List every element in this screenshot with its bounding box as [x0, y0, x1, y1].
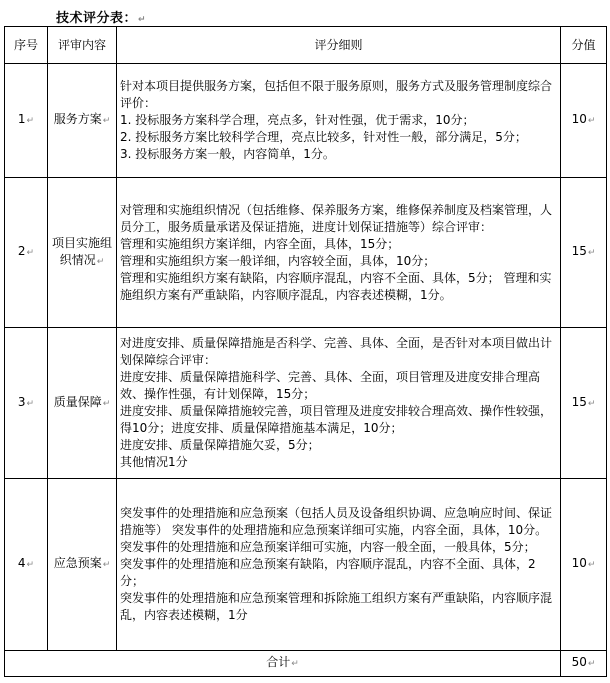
header-detail: 评分细则 [117, 27, 561, 64]
detail-line: 对进度安排、质量保障措施是否科学、完善、具体、全面，是否针对本项目做出计划保障综合评审： [120, 336, 553, 367]
detail-line: 突发事件的处理措施和应急预案有缺陷，内容顺序混乱，内容不全面、具体，2分； [120, 557, 536, 588]
detail-line: 进度安排、质量保障措施科学、完善、具体、全面，项目管理及进度安排合理高效、操作性强，有计划保障，15分； [120, 370, 541, 401]
total-score: 50↵ [561, 651, 607, 677]
detail-line: 突发事件的处理措施和应急预案（包括人员及设备组织协调、应急响应时间、保证措施等） 突发事件的处理措施和应急预案详细可实施，内容全面，具体，10分。 [120, 506, 553, 537]
table-row [5, 479, 607, 651]
detail-line: 突发事件的处理措施和应急预案详细可实施，内容一般全面，一般具体，5分； [120, 540, 536, 554]
row-detail [117, 479, 561, 651]
detail-line: 针对本项目提供服务方案，包括但不限于服务原则，服务方式及服务管理制度综合评价： [120, 79, 553, 110]
detail-line: 2. 投标服务方案比较科学合理，亮点比较多，针对性一般，部分满足，5分； [120, 130, 527, 144]
row-no: 3↵ [5, 328, 48, 479]
row-score: 15↵ [561, 328, 607, 479]
row-score: 15↵ [561, 178, 607, 328]
detail-line: 1. 投标服务方案科学合理，亮点多，针对性强，优于需求，10分； [120, 113, 475, 127]
detail-line: 对管理和实施组织情况（包括维修、保养服务方案，维修保养制度及档案管理，人员分工，服务质量承诺及保证措施，进度计划保证措施等）综合评审： [120, 202, 553, 234]
total-row [5, 651, 607, 677]
row-no: 1↵ [5, 64, 48, 178]
row-no: 2↵ [5, 178, 48, 328]
row-detail [117, 328, 561, 479]
row-score: 10↵ [561, 64, 607, 178]
detail-line: 管理和实施组织方案详细，内容全面，具体，15分； [120, 236, 400, 251]
detail-line: 进度安排、质量保障措施较完善，项目管理及进度安排较合理高效、操作性较强，得10分；进度安排、质量保障措施基本满足，10分； [120, 404, 553, 435]
score-table [4, 26, 607, 677]
header-item: 评审内容 [48, 27, 117, 64]
header-score: 分值 [561, 27, 607, 64]
table-title: 技术评分表：↵ [56, 11, 147, 26]
total-label: 合计↵ [5, 651, 561, 677]
detail-line: 3. 投标服务方案一般，内容简单，1分。 [120, 147, 335, 161]
detail-line: 进度安排、质量保障措施欠妥，5分； [120, 438, 320, 452]
table-row [5, 178, 607, 328]
row-item: 应急预案↵ [48, 479, 117, 651]
detail-line: 突发事件的处理措施和应急预案管理和拆除施工组织方案有严重缺陷，内容顺序混乱，内容表述模糊，1分 [120, 591, 553, 622]
detail-line: 管理和实施组织方案一般详细，内容较全面，具体，10分； [120, 253, 436, 268]
row-item: 质量保障↵ [48, 328, 117, 479]
row-no: 4↵ [5, 479, 48, 651]
row-item: 服务方案↵ [48, 64, 117, 178]
header-no: 序号 [5, 27, 48, 64]
detail-line: 其他情况1分 [120, 455, 188, 469]
table-row [5, 64, 607, 178]
row-detail [117, 64, 561, 178]
row-score: 10↵ [561, 479, 607, 651]
row-detail [117, 178, 561, 328]
row-item: 项目实施组织情况↵ [48, 178, 117, 328]
header-row [5, 27, 607, 64]
table-row [5, 328, 607, 479]
detail-line: 管理和实施组织方案有缺陷，内容顺序混乱，内容不全面、具体，5分； 管理和实施组织方案有严重缺陷，内容顺序混乱，内容表述模糊，1分。 [120, 270, 552, 302]
